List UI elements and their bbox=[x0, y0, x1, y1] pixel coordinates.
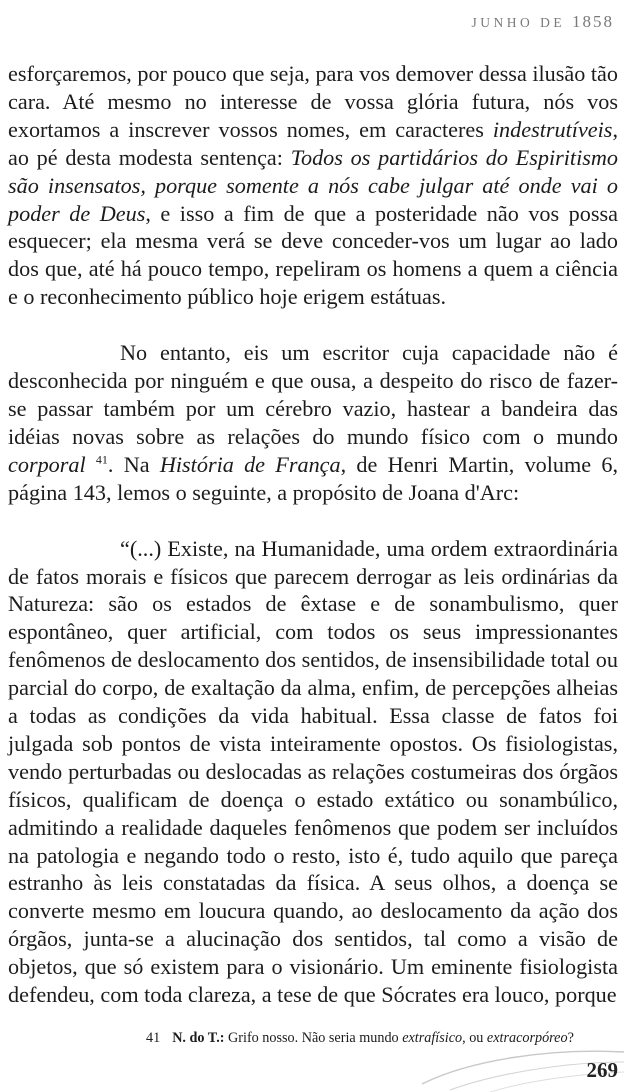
paragraph-1 bbox=[8, 60, 618, 311]
p1-text-2: , ao pé desta modesta sentença: bbox=[8, 116, 618, 170]
footnote-text-2: , ou bbox=[462, 1030, 487, 1046]
header-year: 1858 bbox=[572, 12, 614, 31]
p1-text-3: , e isso a fim de que a posteridade não vos possa esquecer; ela mesma verá se deve conceder-vos um lugar ao lado dos que, até há pouco tempo, repeliram os homens a quem a ciência e o reconhecimento público hoje erigem estátuas. bbox=[8, 200, 618, 310]
body-text bbox=[8, 60, 618, 1009]
footnote-reference[interactable]: 41 bbox=[95, 452, 108, 467]
footnote-label: N. do T.: bbox=[172, 1030, 225, 1046]
p1-italic-2: Todos os partidários do Espiritismo são insensatos, porque somente a nós cabe julgar até onde vai o poder de Deus bbox=[8, 144, 618, 226]
running-header bbox=[471, 12, 614, 32]
p1-text-1: esforçaremos, por pouco que seja, para vos demover dessa ilusão tão cara. Até mesmo no interesse de vossa glória futura, nós vos exortamos a inscrever vossos nomes, em caracteres bbox=[8, 61, 618, 142]
page-number: 269 bbox=[586, 1058, 618, 1082]
footnote-italic-1: extrafísico bbox=[402, 1030, 463, 1046]
p2-italic-2: História de França bbox=[159, 451, 341, 477]
p2-italic-1: corporal bbox=[8, 451, 86, 477]
footnote-number: 41 bbox=[146, 1030, 161, 1046]
footnote-text-3: ? bbox=[567, 1030, 574, 1046]
footnote-italic-2: extracorpóreo bbox=[486, 1030, 568, 1046]
p2-text-1: No entanto, eis um escritor cuja capacidade não é desconhecida por ninguém e que ousa, a despeito do risco de fazer-se passar também por um cérebro vazio, hastear a bandeira das idéias novas sobre as relações do mundo físico com o mundo bbox=[8, 340, 618, 449]
p1-italic-1: indestrutíveis bbox=[492, 116, 613, 142]
paragraph-3-quote: “(...) Existe, na Humanidade, uma ordem extraordinária de fatos morais e físicos que parecem derrogar as leis ordinárias da Natureza: são os estados de êxtase e de sonambulismo, quer espontâneo, quer artificial, com todos os seus impressionantes fenômenos de deslocamento dos sentidos, de insensibilidade total ou parcial do corpo, de exaltação da alma, enfim, de percepções alheias a todas as condições da vida habitual. Essa classe de fatos foi julgada sob pontos de vista inteiramente opostos. Os fisiologistas, vendo perturbadas ou deslocadas as relações costumeiras dos órgãos físicos, qualificam de doença o estado extático ou sonambúlico, admitindo a realidade daqueles fenômenos que podem ser incluídos na patologia e negando todo o resto, isto é, tudo aquilo que pareça estranho às leis constatadas da física. A seus olhos, a doença se converte mesmo em loucura quando, ao deslocamento da ação dos órgãos, junta-se a alucinação dos sentidos, tal como a visão de objetos, que só existem para o visionário. Um eminente fisiologista defendeu, com toda clareza, a tese de que Sócrates era louco, porque bbox=[8, 535, 618, 1008]
p2-text-2: . Na bbox=[107, 451, 160, 477]
header-de: DE bbox=[540, 15, 566, 30]
p2-text-3: , de Henri Martin, volume 6, página 143, lemos o seguinte, a propósito de Joana d'Arc: bbox=[8, 451, 619, 505]
header-month: JUNHO bbox=[471, 15, 534, 30]
footnote-text-1: Grifo nosso. Não seria mundo bbox=[224, 1030, 403, 1046]
paragraph-2 bbox=[8, 339, 618, 506]
